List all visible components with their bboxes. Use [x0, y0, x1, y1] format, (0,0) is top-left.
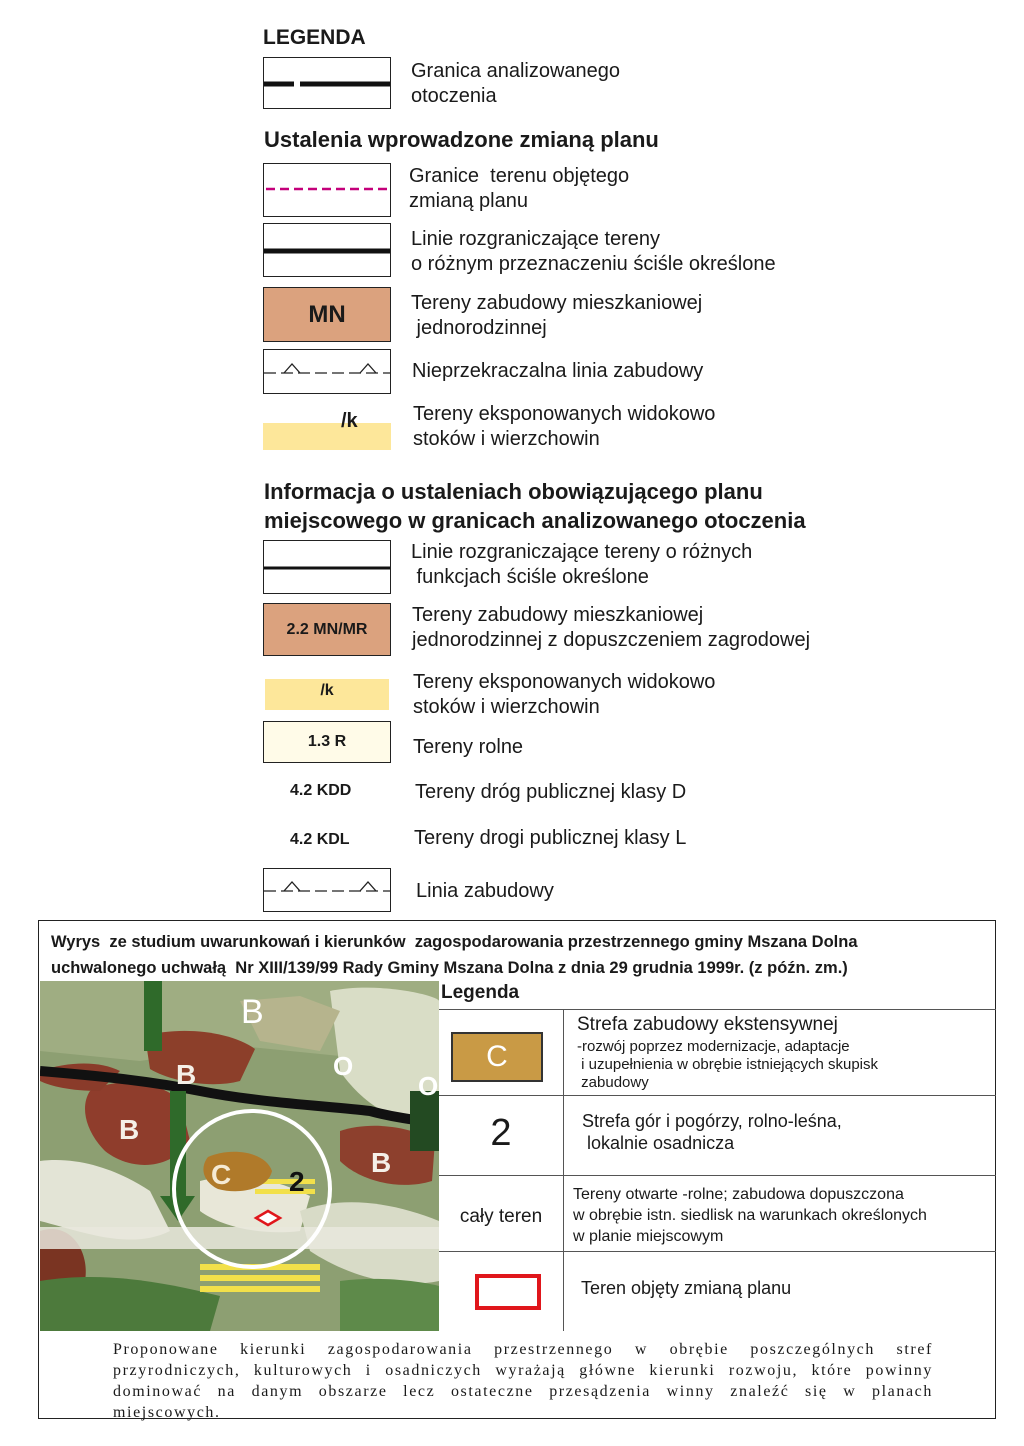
plan-change-area-text: Teren objęty zmianą planu	[581, 1278, 792, 1298]
map-label-b-left1: B	[176, 1059, 197, 1090]
plan-change-boundary-label: Granice terenu objętego zmianą planu	[409, 165, 630, 212]
plan-change-area-symbol	[475, 1274, 541, 1310]
study-legend-row	[439, 1095, 996, 1175]
existing-dividing-line-label: Linie rozgraniczające tereny o różnych funkcjach ściśle określone	[411, 541, 753, 588]
kdl-code: 4.2 KDL	[290, 831, 350, 848]
dividing-line-label: Linie rozgraniczające tereny o różnym przeznaczeniu ściśle określone	[411, 228, 776, 275]
existing-slopes-code: /k	[320, 682, 334, 699]
building-line-label: Linia zabudowy	[416, 880, 554, 902]
map-label-b-left2: B	[119, 1114, 140, 1145]
whole-area-text: Tereny otwarte -rolne; zabudowa dopuszczona w obrębie istn. siedlisk na warunkach określonych w planie miejscowym	[573, 1186, 927, 1245]
plan-change-boundary-symbol	[263, 163, 391, 217]
study-legend-row	[439, 1251, 996, 1331]
mn-mr-code: 2.2 MN/MR	[286, 621, 368, 638]
map-label-o1: O	[333, 1051, 354, 1081]
boundary-symbol	[263, 57, 391, 109]
map-label-c: C	[211, 1159, 232, 1190]
mn-mr-label: Tereny zabudowy mieszkaniowej jednorodzinnej z dopuszczeniem zagrodowej	[412, 604, 811, 651]
zone-c-text: -rozwój poprzez modernizacje, adaptacje i uzupełnienia w obrębie istniejących skupisk zabudowy	[577, 1038, 878, 1091]
map-label-b-top: B	[241, 993, 264, 1031]
mn-mr-symbol	[263, 603, 391, 656]
agricultural-symbol	[263, 721, 391, 763]
zone-2-text: Strefa gór i pogórzy, rolno-leśna, lokalnie osadnicza	[582, 1111, 842, 1153]
slopes-label: Tereny eksponowanych widokowo stoków i wierzchowin	[413, 403, 716, 450]
boundary-label: Granica analizowanego otoczenia	[411, 60, 621, 107]
existing-slopes-label: Tereny eksponowanych widokowo stoków i wierzchowin	[413, 671, 716, 718]
building-limit-line-label: Nieprzekraczalna linia zabudowy	[412, 360, 704, 382]
slopes-code: /k	[341, 410, 358, 432]
kdd-label: Tereny dróg publicznej klasy D	[415, 781, 687, 803]
zone-2-symbol: 2	[490, 1112, 512, 1154]
whole-area-symbol: cały teren	[459, 1206, 543, 1227]
map-label-o2: O	[418, 1071, 439, 1101]
agricultural-code: 1.3 R	[307, 733, 347, 750]
study-title: Wyrys ze studium uwarunkowań i kierunków zagospodarowania przestrzennego gminy Mszana Dolna uchwalonego uchwałą Nr XIII/139/99 Rady Gminy Mszana Dolna z dnia 29 grudnia 1999r. (z późn. zm.)	[51, 933, 858, 977]
kdl-label: Tereny drogi publicznej klasy L	[414, 827, 687, 849]
building-line-symbol	[263, 868, 391, 912]
zone-c-title: Strefa zabudowy ekstensywnej	[577, 1014, 838, 1035]
study-legend-row	[439, 1009, 996, 1095]
agricultural-label: Tereny rolne	[413, 736, 524, 758]
section1-title: Ustalenia wprowadzone zmianą planu	[264, 127, 659, 152]
study-map	[40, 981, 439, 1331]
slopes-symbol	[263, 423, 391, 450]
existing-dividing-line-symbol	[263, 540, 391, 594]
study-excerpt	[38, 920, 996, 1419]
map-label-2: 2	[289, 1166, 305, 1197]
map-label-b-right: B	[371, 1147, 392, 1178]
kdd-code: 4.2 KDD	[290, 782, 352, 799]
study-legend-title: Legenda	[441, 982, 520, 1003]
mn-code: MN	[308, 301, 346, 328]
existing-slopes-symbol	[265, 679, 389, 710]
section2-title: Informacja o ustaleniach obowiązującego planu miejscowego w granicach analizowanego otoczenia	[264, 479, 806, 533]
mn-symbol	[263, 287, 391, 342]
study-legend-table	[439, 979, 996, 1331]
mn-label: Tereny zabudowy mieszkaniowej jednorodzinnej	[411, 292, 703, 339]
building-limit-line-symbol	[263, 349, 391, 394]
study-note: Proponowane kierunki zagospodarowania przestrzennego w obrębie poszczególnych stref przyrodniczych, kulturowych i osadniczych wyrażają główne kierunki rozwoju, które powinny dominować na danym obszarze lecz ostateczne przesądzenia winny znaleźć się w planach miejscowych.	[113, 1341, 933, 1421]
dividing-line-symbol	[263, 223, 391, 277]
legend-title: LEGENDA	[263, 26, 366, 49]
zone-c-symbol: C	[451, 1032, 543, 1082]
study-legend-row	[439, 1175, 996, 1251]
